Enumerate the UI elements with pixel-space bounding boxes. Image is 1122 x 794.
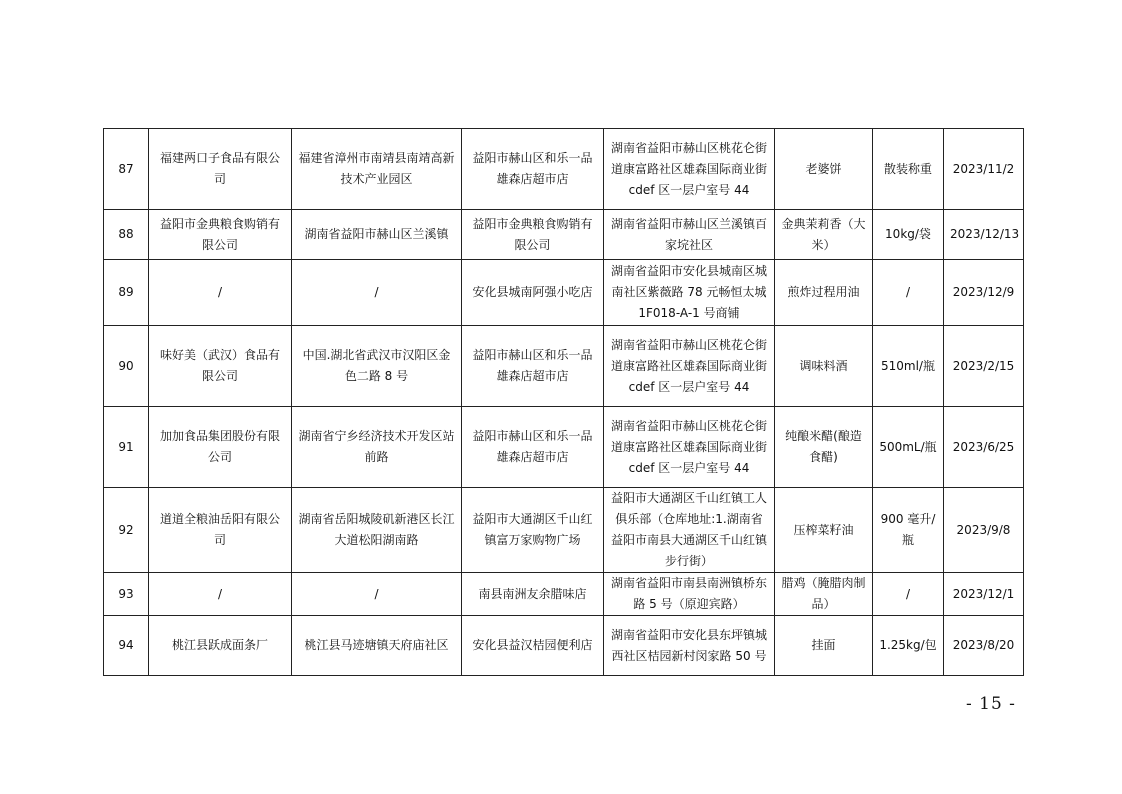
cell-seller-address: 湖南省益阳市赫山区桃花仑街道康富路社区雄森国际商业街 cdef 区一层户室号 44 [604, 326, 775, 407]
cell-production-date: 2023/12/9 [944, 260, 1024, 326]
cell-specification: 1.25kg/包 [873, 616, 944, 676]
cell-food-name: 腊鸡（腌腊肉制品） [775, 573, 873, 616]
cell-production-date: 2023/12/1 [944, 573, 1024, 616]
cell-specification: 散装称重 [873, 129, 944, 210]
cell-production-date: 2023/9/8 [944, 488, 1024, 573]
table-row [104, 573, 1024, 616]
cell-serial-number: 89 [104, 260, 149, 326]
cell-producer-name: / [149, 573, 292, 616]
table-row [104, 326, 1024, 407]
cell-seller-name: 安化县城南阿强小吃店 [462, 260, 604, 326]
table-row [104, 260, 1024, 326]
cell-production-date: 2023/12/13 [944, 210, 1024, 260]
cell-producer-address: 湖南省宁乡经济技术开发区站前路 [292, 407, 462, 488]
cell-seller-name: 益阳市赫山区和乐一品雄森店超市店 [462, 326, 604, 407]
cell-production-date: 2023/6/25 [944, 407, 1024, 488]
cell-specification: 500mL/瓶 [873, 407, 944, 488]
cell-seller-name: 益阳市赫山区和乐一品雄森店超市店 [462, 129, 604, 210]
cell-producer-address: 湖南省益阳市赫山区兰溪镇 [292, 210, 462, 260]
cell-seller-name: 益阳市金典粮食购销有限公司 [462, 210, 604, 260]
cell-seller-address: 湖南省益阳市安化县城南区城南社区紫薇路 78 元畅恒太城 1F018-A-1 号商铺 [604, 260, 775, 326]
table-row [104, 488, 1024, 573]
cell-producer-name: 福建两口子食品有限公司 [149, 129, 292, 210]
cell-seller-address: 湖南省益阳市赫山区兰溪镇百家垸社区 [604, 210, 775, 260]
cell-seller-address: 湖南省益阳市南县南洲镇桥东路 5 号（原迎宾路） [604, 573, 775, 616]
inspection-results-table [103, 128, 1024, 676]
cell-serial-number: 87 [104, 129, 149, 210]
cell-serial-number: 90 [104, 326, 149, 407]
cell-serial-number: 88 [104, 210, 149, 260]
cell-food-name: 压榨菜籽油 [775, 488, 873, 573]
cell-food-name: 老婆饼 [775, 129, 873, 210]
cell-seller-name: 南县南洲友余腊味店 [462, 573, 604, 616]
cell-seller-address: 益阳市大通湖区千山红镇工人俱乐部（仓库地址:1.湖南省益阳市南县大通湖区千山红镇步行街） [604, 488, 775, 573]
table-row [104, 616, 1024, 676]
cell-producer-name: 益阳市金典粮食购销有限公司 [149, 210, 292, 260]
cell-producer-address: 桃江县马迹塘镇天府庙社区 [292, 616, 462, 676]
cell-producer-address: 福建省漳州市南靖县南靖高新技术产业园区 [292, 129, 462, 210]
cell-seller-address: 湖南省益阳市安化县东坪镇城西社区桔园新村闵家路 50 号 [604, 616, 775, 676]
cell-seller-address: 湖南省益阳市赫山区桃花仑街道康富路社区雄森国际商业街 cdef 区一层户室号 44 [604, 407, 775, 488]
cell-specification: / [873, 260, 944, 326]
cell-production-date: 2023/11/2 [944, 129, 1024, 210]
cell-producer-address: 中国.湖北省武汉市汉阳区金色二路 8 号 [292, 326, 462, 407]
table-row [104, 129, 1024, 210]
cell-producer-name: / [149, 260, 292, 326]
cell-serial-number: 93 [104, 573, 149, 616]
page-number: - 15 - [966, 694, 1016, 714]
cell-food-name: 煎炸过程用油 [775, 260, 873, 326]
cell-serial-number: 91 [104, 407, 149, 488]
cell-producer-name: 味好美（武汉）食品有限公司 [149, 326, 292, 407]
cell-specification: 510ml/瓶 [873, 326, 944, 407]
cell-seller-name: 安化县益汉桔园便利店 [462, 616, 604, 676]
cell-food-name: 挂面 [775, 616, 873, 676]
cell-production-date: 2023/8/20 [944, 616, 1024, 676]
cell-producer-name: 道道全粮油岳阳有限公司 [149, 488, 292, 573]
cell-producer-name: 加加食品集团股份有限公司 [149, 407, 292, 488]
cell-seller-name: 益阳市大通湖区千山红镇富万家购物广场 [462, 488, 604, 573]
table-row [104, 210, 1024, 260]
cell-specification: 10kg/袋 [873, 210, 944, 260]
cell-seller-address: 湖南省益阳市赫山区桃花仑街道康富路社区雄森国际商业街 cdef 区一层户室号 44 [604, 129, 775, 210]
cell-food-name: 调味料酒 [775, 326, 873, 407]
cell-food-name: 纯酿米醋(酿造食醋) [775, 407, 873, 488]
table-row [104, 407, 1024, 488]
cell-production-date: 2023/2/15 [944, 326, 1024, 407]
cell-food-name: 金典茉莉香（大米） [775, 210, 873, 260]
cell-producer-address: / [292, 573, 462, 616]
cell-seller-name: 益阳市赫山区和乐一品雄森店超市店 [462, 407, 604, 488]
cell-specification: / [873, 573, 944, 616]
cell-producer-address: 湖南省岳阳城陵矶新港区长江大道松阳湖南路 [292, 488, 462, 573]
cell-specification: 900 毫升/瓶 [873, 488, 944, 573]
cell-serial-number: 92 [104, 488, 149, 573]
table-body [104, 129, 1024, 676]
cell-producer-name: 桃江县跃成面条厂 [149, 616, 292, 676]
cell-serial-number: 94 [104, 616, 149, 676]
cell-producer-address: / [292, 260, 462, 326]
